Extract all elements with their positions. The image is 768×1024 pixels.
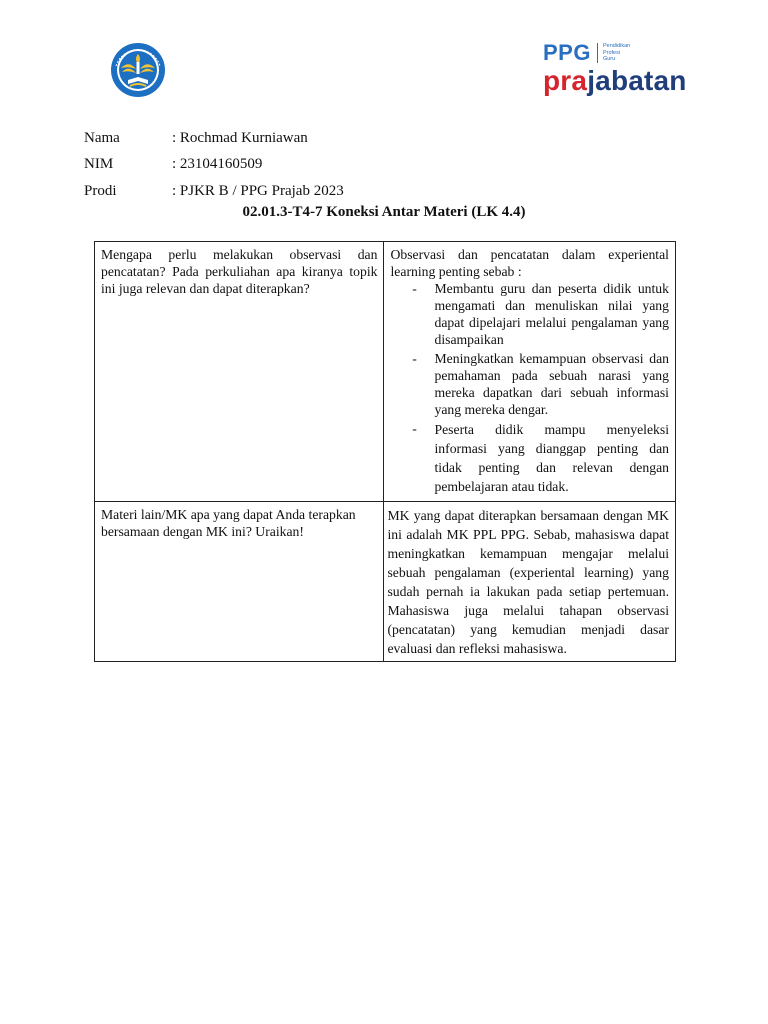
prajabatan-suffix: jabatan [587,65,687,96]
answer-cell [384,502,676,662]
table-row [95,502,676,662]
tut-wuri-handayani-emblem-icon [107,42,169,98]
identity-label: NIM [84,156,114,173]
bullet-marker: - [412,281,417,296]
bullet-marker: - [412,351,417,366]
student-identity [84,125,344,205]
identity-value: : Rochmad Kurniawan [172,129,308,146]
identity-row-prodi [84,178,344,205]
document-title-text: 02.01.3-T4-7 Koneksi Antar Materi (LK 4.4) [242,204,526,220]
list-item [390,280,669,348]
ppg-subtitle-line: Guru [602,56,616,63]
identity-value: : PJKR B / PPG Prajab 2023 [172,182,344,199]
ppg-subtitle-line: Pendidikan [602,43,631,50]
question-text: Materi lain/MK apa yang dapat Anda terapkan bersamaan dengan MK ini? Uraikan! [101,507,356,539]
bullet-text: Meningkatkan kemampuan observasi dan pemahaman pada sebuah narasi yang mereka dapatkan dari sebuah informasi yang mereka dengar. [434,351,669,417]
prajabatan-wordmark [543,64,687,98]
qa-table [94,241,676,662]
ppg-wordmark: PPG [543,40,591,65]
identity-row-nim [84,152,344,179]
list-item [390,420,669,496]
bullet-text: Peserta didik mampu menyeleksi informasi yang dianggap penting dan tidak penting dan relevan dengan pembelajaran atau tidak. [434,422,669,494]
bullet-marker: - [412,421,417,436]
ppg-subtitle [603,43,630,63]
answer-bullet-list [390,280,669,496]
ppg-subtitle-line: Profesi [602,49,621,56]
answer-intro: Observasi dan pencatatan dalam experiental learning penting sebab : [390,247,669,279]
question-text: Mengapa perlu melakukan observasi dan pencatatan? Pada perkuliahan apa kiranya topik ini juga relevan dan dapat diterapkan? [101,247,378,296]
kemdikbud-logo [107,42,169,98]
ppg-prajabatan-logo [543,40,688,100]
ppg-divider [597,43,598,63]
answer-text: MK yang dapat diterapkan bersamaan dengan MK ini adalah MK PPL PPG. Sebab, mahasiswa dapat meningkatkan kemampuan mengajar melalui sebuah pengalaman (experiental learning) yang sudah pernah ia lakukan pada setiap pertemuan. Mahasiswa juga melalui tahapan observasi (pencatatan) yang kemudian menjadi dasar evaluasi dan refleksi mahasiswa. [387,508,669,656]
document-title [0,204,768,221]
list-item [390,350,669,418]
bullet-text: Membantu guru dan peserta didik untuk mengamati dan menuliskan nilai yang dapat dipelajari melalui pengalaman yang disampaikan [434,281,669,347]
prajabatan-prefix: pra [543,65,588,96]
table-row [95,242,676,502]
identity-label: Prodi [84,182,117,199]
question-cell [95,242,384,502]
question-cell [95,502,384,662]
answer-cell [384,242,676,502]
identity-row-nama [84,125,344,152]
identity-value: : 23104160509 [172,156,263,173]
identity-label: Nama [84,129,120,146]
